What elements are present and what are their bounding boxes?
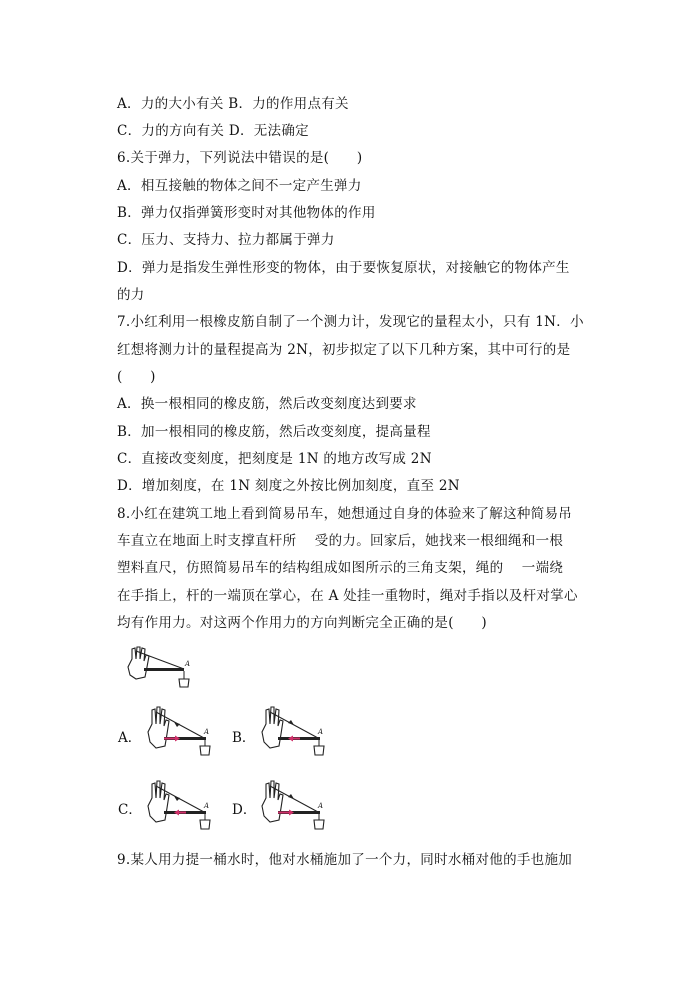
- figure-point-label: A: [318, 728, 324, 736]
- q5-options-cd: C．力的方向有关 D．无法确定: [117, 123, 309, 139]
- q8-option-c-figure: [144, 778, 214, 834]
- q6-option-b: B．弹力仅指弹簧形变时对其他物体的作用: [117, 205, 376, 221]
- q6-stem: 6.关于弹力，下列说法中错误的是( ): [117, 150, 363, 166]
- q7-stem-2: 红想将测力计的量程提高为 2N，初步拟定了以下几种方案，其中可行的是: [117, 342, 571, 358]
- q8-option-b-figure: [258, 704, 328, 760]
- q8-option-a-label: A．: [118, 730, 142, 746]
- q8-option-c-label: C．: [118, 802, 142, 818]
- q6-option-d: D．弹力是指发生弹性形变的物体，由于要恢复原状，对接触它的物体产生: [117, 260, 570, 276]
- q7-option-d: D．增加刻度，在 1N 刻度之外按比例加刻度，直至 2N: [117, 478, 460, 494]
- q8-option-a-figure: [144, 704, 214, 760]
- q7-option-c: C．直接改变刻度，把刻度是 1N 的地方改写成 2N: [117, 451, 432, 467]
- figure-point-label: A: [204, 728, 210, 736]
- q8-stem-4: 在手指上，杆的一端顶在掌心，在 A 处挂一重物时，绳对手指以及杆对掌心: [117, 588, 578, 604]
- q6-option-d-cont: 的力: [117, 287, 145, 303]
- q7-stem-3: ( ): [117, 369, 156, 385]
- q8-stem-1: 8.小红在建筑工地上看到简易吊车，她想通过自身的体验来了解这种简易吊: [117, 506, 573, 522]
- q8-option-d-figure: [258, 778, 328, 834]
- q5-options-ab: A．力的大小有关 B．力的作用点有关: [117, 96, 349, 112]
- q8-option-d-label: D．: [232, 802, 257, 818]
- q7-option-b: B．加一根相同的橡皮筋，然后改变刻度，提高量程: [117, 424, 431, 440]
- q8-stem-5: 均有作用力。对这两个作用力的方向判断完全正确的是( ): [117, 615, 487, 631]
- hand-support-figure: [124, 645, 200, 693]
- q7-stem-1: 7.小红利用一根橡皮筋自制了一个测力计，发现它的量程太小，只有 1N．小: [117, 314, 584, 330]
- figure-point-label: A: [185, 660, 191, 668]
- q8-option-b-label: B．: [232, 730, 256, 746]
- figure-point-label: A: [204, 802, 210, 810]
- q6-option-c: C．压力、支持力、拉力都属于弹力: [117, 232, 335, 248]
- q6-option-a: A．相互接触的物体之间不一定产生弹力: [117, 178, 362, 194]
- q7-option-a: A．换一根相同的橡皮筋，然后改变刻度达到要求: [117, 396, 417, 412]
- q9-stem: 9.某人用力提一桶水时，他对水桶施加了一个力，同时水桶对他的手也施加: [117, 852, 573, 868]
- q8-stem-3: 塑料直尺，仿照简易吊车的结构组成如图所示的三角支架，绳的 一端绕: [117, 560, 564, 576]
- figure-point-label: A: [318, 802, 324, 810]
- q8-stem-2: 车直立在地面上时支撑直杆所 受的力。回家后，她找来一根细绳和一根: [117, 533, 564, 549]
